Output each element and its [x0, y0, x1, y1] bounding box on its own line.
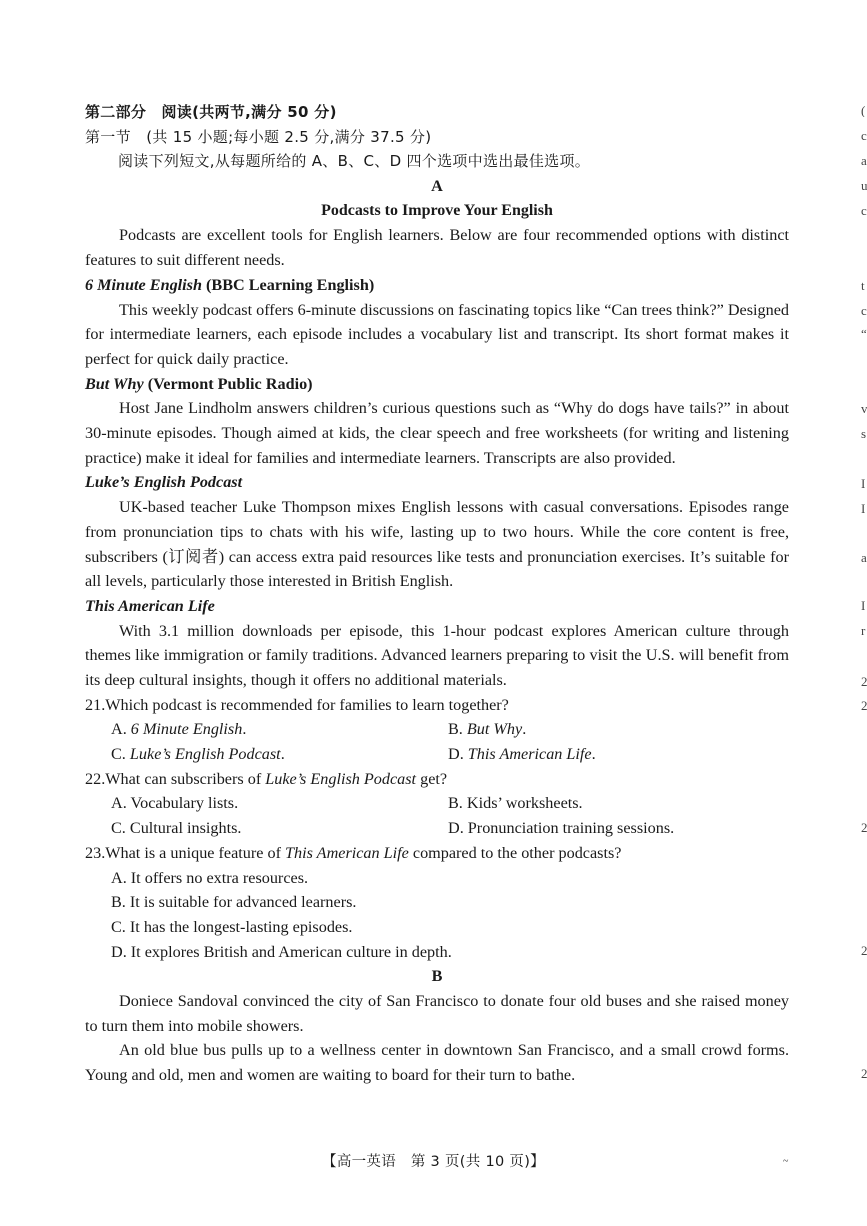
option-a[interactable]: A. Vocabulary lists.	[111, 794, 239, 813]
podcast-source: (BBC Learning English)	[206, 275, 375, 294]
option-d[interactable]: D. This American Life.	[448, 745, 596, 764]
question-22: 22.What can subscribers of Luke’s English Podcast get?	[85, 769, 448, 788]
edge-fragment: t	[861, 280, 865, 292]
question-22-options	[85, 791, 789, 840]
edge-fragment: u	[861, 180, 867, 192]
page-footer: 【高一英语 第 3 页(共 10 页)】	[322, 1154, 545, 1170]
edge-fragment: a	[861, 155, 867, 167]
option-d[interactable]: D. Pronunciation training sessions.	[448, 819, 675, 838]
question-number: 22.	[85, 769, 106, 788]
edge-fragment: 2	[861, 676, 867, 688]
question-23-options	[85, 866, 789, 965]
podcast-description: This weekly podcast offers 6-minute discussions on fascinating topics like “Can trees think?” Designed for intermediate learners, each episode includes a vocabulary list and transcript. Its short format makes it perfect for quick daily practice.	[85, 300, 789, 368]
option-a[interactable]: A. 6 Minute English.	[111, 720, 247, 739]
option-a[interactable]: A. It offers no extra resources.	[111, 868, 309, 887]
instruction: 阅读下列短文,从每题所给的 A、B、C、D 四个选项中选出最佳选项。	[118, 152, 591, 171]
edge-fragment: c	[861, 130, 867, 142]
option-b[interactable]: B. It is suitable for advanced learners.	[111, 893, 357, 912]
edge-fragment: I	[861, 600, 866, 612]
option-b[interactable]: B. But Why.	[448, 720, 527, 739]
option-c[interactable]: C. Cultural insights.	[111, 819, 242, 838]
edge-fragment: 2	[861, 700, 867, 712]
podcast-heading	[85, 594, 789, 619]
podcast-name: Luke’s English Podcast	[85, 473, 243, 492]
edge-fragment: c	[861, 305, 867, 317]
podcast-name: But Why	[85, 374, 144, 393]
passage-a-intro: Podcasts are excellent tools for English learners. Below are four recommended options with distinct features to suit different needs.	[85, 226, 789, 270]
edge-fragment: “	[861, 328, 867, 340]
podcast-heading	[85, 372, 789, 397]
passage-b-label: B	[431, 967, 443, 986]
section-title: 第一节 (共 15 小题;每小题 2.5 分,满分 37.5 分)	[85, 127, 432, 146]
podcast-heading	[85, 470, 789, 495]
passage-b-paragraph: Doniece Sandoval convinced the city of San Francisco to donate four old buses and she raised money to turn them into mobile showers.	[85, 991, 789, 1035]
question-23: 23.What is a unique feature of This American Life compared to the other podcasts?	[85, 843, 622, 862]
passage-b-paragraph: An old blue bus pulls up to a wellness center in downtown San Francisco, and a small crowd forms. Young and old, men and women are waiting to board for their turn to bathe.	[85, 1041, 789, 1085]
podcast-heading	[85, 273, 789, 298]
question-stem: Which podcast is recommended for families to learn together?	[105, 695, 509, 714]
option-c[interactable]: C. Luke’s English Podcast.	[111, 745, 285, 764]
podcast-description: UK-based teacher Luke Thompson mixes English lessons with casual conversations. Episodes range from pronunciation tips to chats with his wife, lasting up to two hours. While the core content is free, subscribers (订阅者) can access extra paid resources like tests and pronunciation exercises. It’s suitable for all levels, particularly those interested in British English.	[85, 498, 789, 591]
question-21-options	[85, 717, 789, 766]
edge-fragment: I	[861, 503, 866, 515]
option-b[interactable]: B. Kids’ worksheets.	[448, 794, 583, 813]
question-number: 21.	[85, 695, 106, 714]
question-number: 23.	[85, 843, 106, 862]
edge-fragment: a	[861, 552, 867, 564]
question-21	[85, 693, 789, 718]
edge-fragment: r	[861, 625, 866, 637]
edge-fragment: (	[861, 105, 866, 117]
part-title: 第二部分 阅读(共两节,满分 50 分)	[85, 103, 337, 121]
edge-fragment: 2	[861, 945, 867, 957]
podcast-description: With 3.1 million downloads per episode, this 1-hour podcast explores American culture through themes like immigration or family traditions. Advanced learners preparing to visit the U.S. will benefit from its deep cultural insights, though it offers no additional materials.	[85, 621, 789, 690]
passage-a-title: Podcasts to Improve Your English	[321, 201, 553, 219]
podcast-name: 6 Minute English	[85, 275, 202, 294]
exam-page	[85, 100, 789, 1088]
edge-fragment: s	[861, 428, 867, 440]
edge-fragment: 2	[861, 1068, 867, 1080]
edge-fragment: I	[861, 478, 866, 490]
podcast-description: Host Jane Lindholm answers children’s curious questions such as “Why do dogs have tails?” in about 30-minute episodes. Though aimed at kids, the clear speech and free worksheets (for writing and listening practice) make it ideal for families and intermediate learners. Transcripts are also provided.	[85, 399, 789, 467]
scan-mark: ~	[783, 1156, 789, 1167]
option-d[interactable]: D. It explores British and American culture in depth.	[111, 942, 452, 961]
passage-a-label: A	[431, 177, 443, 196]
podcast-source: (Vermont Public Radio)	[147, 374, 313, 393]
podcast-name: This American Life	[85, 596, 215, 615]
edge-fragment: 2	[861, 822, 867, 834]
edge-fragment: v	[861, 403, 867, 415]
option-c[interactable]: C. It has the longest-lasting episodes.	[111, 917, 353, 936]
edge-fragment: c	[861, 205, 867, 217]
